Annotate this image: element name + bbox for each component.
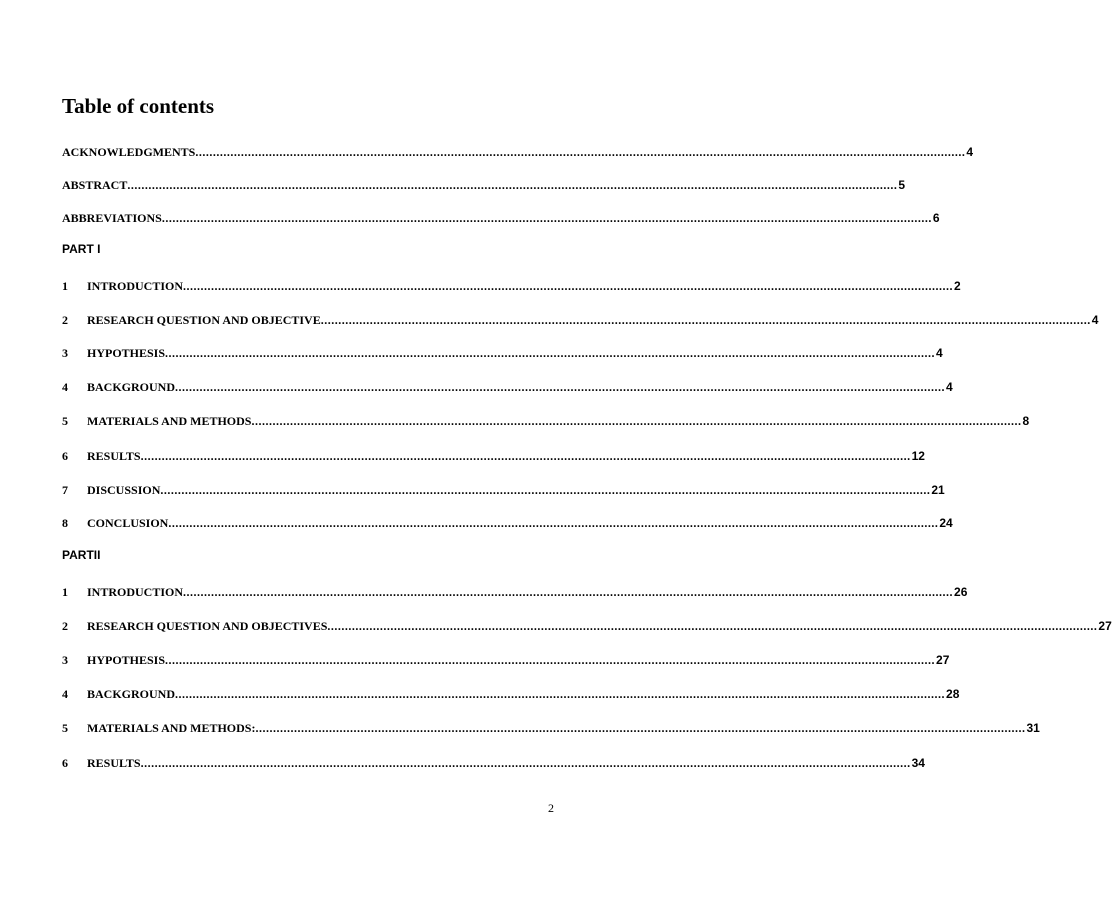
toc-entry-page: 6 xyxy=(932,211,940,225)
toc-entry-page: 4 xyxy=(1091,313,1099,327)
page-number: 2 xyxy=(548,801,554,815)
toc-title: Table of contents xyxy=(62,94,215,118)
toc-entry-label: HYPOTHESIS xyxy=(87,346,166,360)
toc-entry-label: RESEARCH QUESTION AND OBJECTIVE xyxy=(87,313,321,327)
dot-leader: ............................................................................................................................................................................................................................ xyxy=(175,687,946,701)
toc-entry[interactable] xyxy=(62,276,961,294)
toc-entry[interactable] xyxy=(62,718,1040,736)
dot-leader: ............................................................................................................................................................................................................................ xyxy=(140,449,911,463)
toc-entry[interactable] xyxy=(62,616,1112,634)
toc-entry-number: 7 xyxy=(62,483,68,497)
toc-entry-number: 6 xyxy=(62,449,68,463)
dot-leader: ............................................................................................................................................................................................................................ xyxy=(161,211,932,225)
dot-leader: ............................................................................................................................................................................................................................ xyxy=(140,756,911,770)
toc-entry[interactable] xyxy=(62,377,953,395)
toc-entry-page: 4 xyxy=(946,380,953,394)
toc-entry-label: ABBREVIATIONS xyxy=(62,211,162,225)
toc-entry-label: DISCUSSION xyxy=(87,483,161,497)
toc-entry-acknowledgments[interactable] xyxy=(62,142,974,160)
dot-leader: ............................................................................................................................................................................................................................ xyxy=(251,414,1022,428)
toc-entry-number: 5 xyxy=(62,721,68,735)
toc-entry-abstract[interactable] xyxy=(62,175,906,193)
toc-entry-page: 34 xyxy=(911,756,925,770)
toc-entry-label: RESULTS xyxy=(87,449,141,463)
toc-entry-label: RESEARCH QUESTION AND OBJECTIVES xyxy=(87,619,328,633)
toc-entry-number: 4 xyxy=(62,380,68,394)
dot-leader: ............................................................................................................................................................................................................................ xyxy=(183,279,954,293)
toc-entry-number: 1 xyxy=(62,585,68,599)
toc-entry-page: 26 xyxy=(954,585,968,599)
toc-entry-page: 2 xyxy=(954,279,961,293)
toc-entry[interactable] xyxy=(62,310,1099,328)
toc-entry[interactable] xyxy=(62,753,925,771)
toc-entry[interactable] xyxy=(62,513,953,531)
dot-leader: ............................................................................................................................................................................................................................ xyxy=(127,178,898,192)
toc-entry-page: 31 xyxy=(1026,721,1040,735)
toc-entry-label: MATERIALS AND METHODS xyxy=(87,414,252,428)
toc-entry-label: HYPOTHESIS xyxy=(87,653,166,667)
toc-entry-number: 2 xyxy=(62,313,68,327)
toc-entry-label: ACKNOWLEDGMENTS xyxy=(62,145,196,159)
toc-entry[interactable] xyxy=(62,650,950,668)
toc-entry-page: 27 xyxy=(936,653,950,667)
dot-leader: ............................................................................................................................................................................................................................ xyxy=(175,380,946,394)
toc-entry-page: 5 xyxy=(898,178,906,192)
toc-entry-label: ABSTRACT xyxy=(62,178,128,192)
toc-entry-number: 3 xyxy=(62,346,68,360)
toc-entry-number: 8 xyxy=(62,516,68,530)
toc-entry[interactable] xyxy=(62,343,943,361)
toc-entry-abbreviations[interactable] xyxy=(62,208,940,226)
dot-leader: ............................................................................................................................................................................................................................ xyxy=(195,145,966,159)
toc-entry-label: INTRODUCTION xyxy=(87,585,184,599)
toc-entry[interactable] xyxy=(62,480,945,498)
part-heading-2: PARTII xyxy=(62,548,101,562)
toc-entry-page: 8 xyxy=(1022,414,1030,428)
dot-leader: ............................................................................................................................................................................................................................ xyxy=(327,619,1098,633)
toc-entry-page: 21 xyxy=(931,483,945,497)
toc-entry-page: 28 xyxy=(946,687,960,701)
dot-leader: ............................................................................................................................................................................................................................ xyxy=(160,483,931,497)
dot-leader: ............................................................................................................................................................................................................................ xyxy=(320,313,1091,327)
toc-entry-page: 24 xyxy=(939,516,953,530)
toc-entry-label: CONCLUSION xyxy=(87,516,169,530)
dot-leader: ............................................................................................................................................................................................................................ xyxy=(183,585,954,599)
toc-entry[interactable] xyxy=(62,684,960,702)
toc-entry-label: BACKGROUND xyxy=(87,687,176,701)
toc-entry-number: 6 xyxy=(62,756,68,770)
dot-leader: ............................................................................................................................................................................................................................ xyxy=(255,721,1026,735)
toc-entry-label: RESULTS xyxy=(87,756,141,770)
dot-leader: ............................................................................................................................................................................................................................ xyxy=(165,346,936,360)
toc-entry-page: 4 xyxy=(936,346,943,360)
toc-entry[interactable] xyxy=(62,446,925,464)
toc-entry[interactable] xyxy=(62,411,1030,429)
toc-entry-label: INTRODUCTION xyxy=(87,279,184,293)
dot-leader: ............................................................................................................................................................................................................................ xyxy=(168,516,939,530)
toc-entry-number: 4 xyxy=(62,687,68,701)
dot-leader: ............................................................................................................................................................................................................................ xyxy=(165,653,936,667)
toc-entry-label: BACKGROUND xyxy=(87,380,176,394)
toc-entry-label: MATERIALS AND METHODS: xyxy=(87,721,256,735)
toc-entry-page: 27 xyxy=(1098,619,1112,633)
toc-entry-number: 5 xyxy=(62,414,68,428)
toc-entry-page: 12 xyxy=(911,449,925,463)
part-heading-1: PART I xyxy=(62,242,101,256)
toc-entry[interactable] xyxy=(62,582,968,600)
toc-entry-number: 2 xyxy=(62,619,68,633)
toc-entry-number: 1 xyxy=(62,279,68,293)
toc-entry-page: 4 xyxy=(966,145,974,159)
toc-entry-number: 3 xyxy=(62,653,68,667)
